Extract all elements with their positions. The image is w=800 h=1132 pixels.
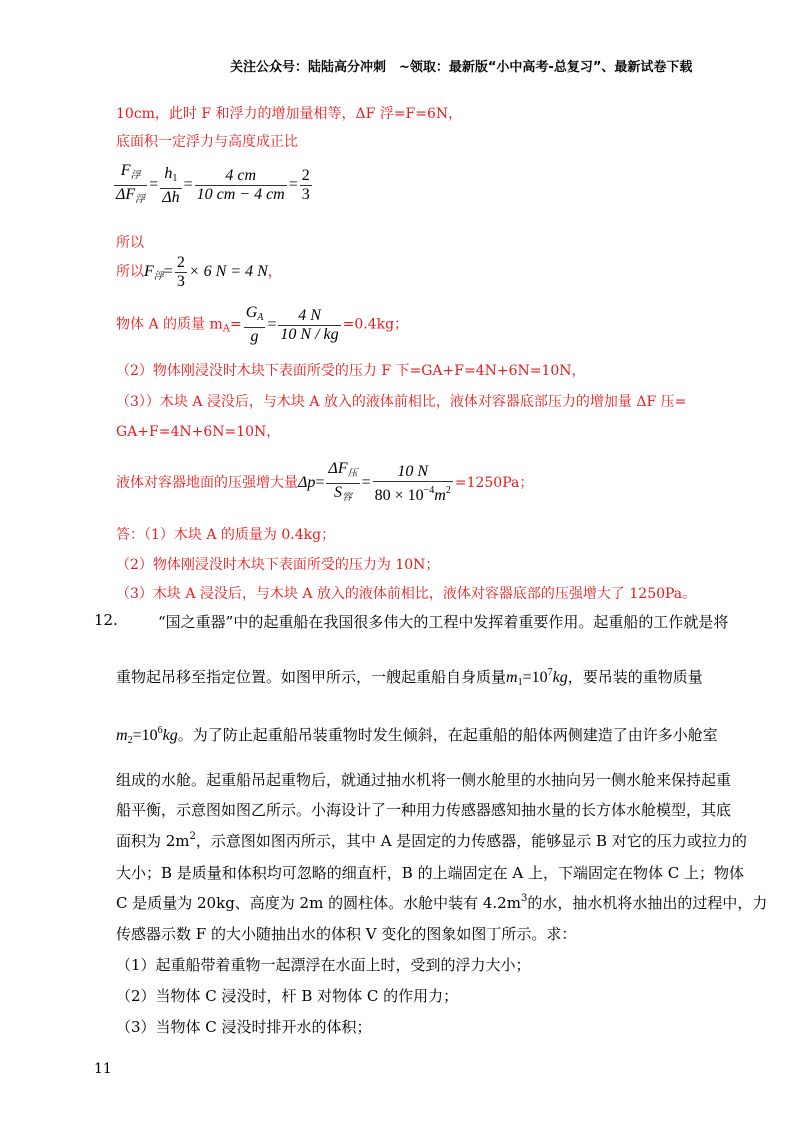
solution-line-8: GA+F=4N+6N=10N， [116,424,281,440]
question-paragraph-5: 船平衡，示意图如图乙所示。小海设计了一种用力传感器感知抽水量的长方体水舱模型，其底 [116,801,732,819]
page-header: 关注公众号：陆陆高分冲刺 ~领取：最新版“小中高考-总复习”、最新试卷下载 [230,60,693,75]
solution-line-1: 10cm，此时 F 和浮力的增加量相等，ΔF 浮=F=6N， [116,106,463,122]
sub-question-1: （1）起重船带着重物一起漂浮在水面上时，受到的浮力大小； [116,956,531,974]
equation-ratio: $\frac{F_浮}{\Delta F_浮}$ = $\frac{h_1}{\Delta h}$ = $\frac{4 cm}{10 cm - 4 cm}$ = $\frac{2}{3}$ [112,162,314,209]
question-paragraph-9: 传感器示数 F 的大小随抽出水的体积 V 变化的图象如图丁所示。求： [116,925,577,943]
equation-mass: 物体 A 的质量 $m_A=$ $\frac{G_A}{g}$ = $\frac{4 N}{10 N / kg}$ =0.4kg； [116,304,409,345]
question-paragraph-2: 重物起吊移至指定位置。如图甲所示，一艘起重船自身质量$m_1=10^7kg$，要吊装的重物质量 [116,667,703,688]
answer-line-3: （3）木块 A 浸没后，与木块 A 放入的液体前相比，液体对容器底部的压强增大了 1250Pa。 [116,586,697,602]
fraction-f-over-df: $\frac{F_浮}{\Delta F_浮}$ [116,162,146,205]
fraction-two-thirds: $\frac{2}{3}$ [301,167,310,203]
fraction-cm: $\frac{4 cm}{10 cm - 4 cm}$ [196,167,285,203]
question-paragraph-7: 大小；B 是质量和体积均可忽略的细直杆，B 的上端固定在 A 上，下端固定在物体 C 上；物体 [116,864,744,882]
solution-line-3: 所以 [116,235,144,251]
question-paragraph-6: 面积为 $2m^2$，示意图如图丙所示，其中 A 是固定的力传感器，能够显示 B 对它的压力或拉力的 [116,831,747,850]
solution-line-2: 底面积一定浮力与高度成正比 [116,134,298,150]
answer-line-1: 答：（1）木块 A 的质量为 0.4kg； [116,527,336,543]
question-number: 12. [94,611,118,629]
answer-line-2: （2）物体刚浸没时木块下表面所受的压力为 10N； [116,557,440,573]
question-paragraph-4: 组成的水舱。起重船吊起重物后，就通过抽水机将一侧水舱里的水抽向另一侧水舱来保持起重 [116,771,732,789]
solution-line-7: （3））木块 A 浸没后，与木块 A 放入的液体前相比，液体对容器底部压力的增加量 ΔF 压= [116,394,687,410]
page-number: 11 [94,1061,112,1077]
equation-pressure: 液体对容器地面的压强增大量Δp= $\frac{\Delta F_压}{S_容}$ = $\frac{10 N}{80 \times 10^{-4}m^2}$ =1250Pa； [116,460,534,504]
equation-buoyancy: 所以$F_浮=$ $\frac{2}{3}$ × 6 N = 4 N， [116,254,282,290]
question-paragraph-3: $m_2=10^6kg$。为了防止起重船吊装重物时发生倾斜，在起重船的船体两侧建造了由许多小舱室 [116,725,718,746]
fraction-h-over-dh: $\frac{h_1}{\Delta h}$ [162,164,180,206]
sub-question-2: （2）当物体 C 浸没时，杆 B 对物体 C 的作用力； [116,987,459,1005]
question-paragraph-1: “国之重器”中的起重船在我国很多伟大的工程中发挥着重要作用。起重船的工作就是将 [158,613,729,631]
sub-question-3: （3）当物体 C 浸没时排开水的体积； [116,1018,372,1036]
solution-line-6: （2）物体刚浸没时木块下表面所受的压力 F 下=GA+F=4N+6N=10N， [116,363,586,379]
question-paragraph-8: C 是质量为 20kg、高度为 2m 的圆柱体。水舱中装有 $4.2m^3$的水，抽水机将水抽出的过程中，力 [116,893,768,912]
